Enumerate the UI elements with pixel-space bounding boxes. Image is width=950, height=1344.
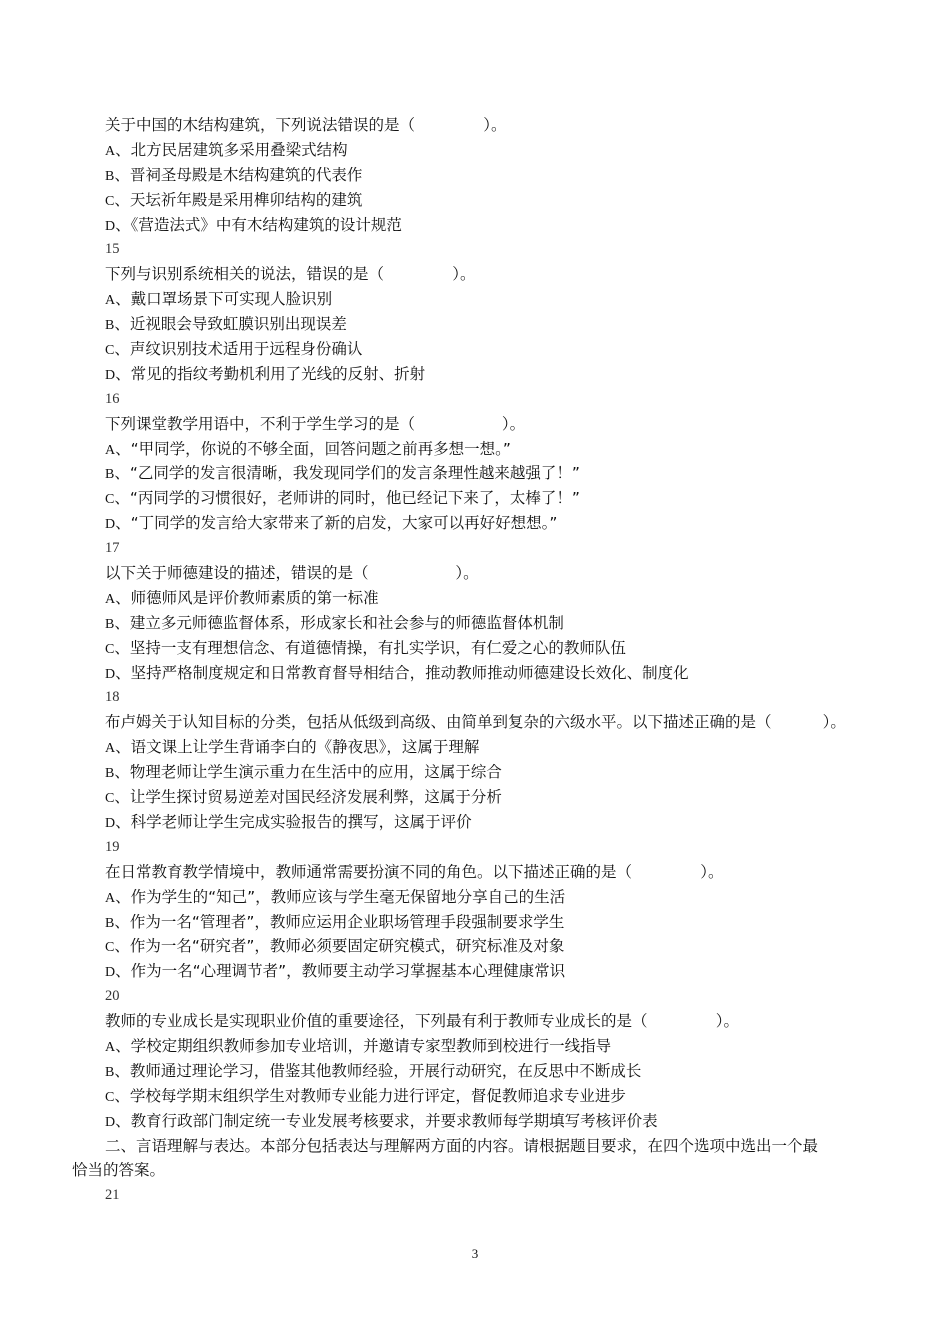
- question-14-option-b: B、晋祠圣母殿是木结构建筑的代表作: [105, 165, 363, 184]
- question-20-option-b: B、教师通过理论学习，借鉴其他教师经验，开展行动研究，在反思中不断成长: [105, 1061, 642, 1080]
- question-20-option-d: D、教育行政部门制定统一专业发展考核要求，并要求教师每学期填写考核评价表: [105, 1111, 658, 1130]
- section-2-heading: 二、言语理解与表达。本部分包括表达与理解两方面的内容。请根据题目要求，在四个选项中选出一个最: [105, 1136, 819, 1155]
- question-14-stem: 关于中国的木结构建筑，下列说法错误的是（ ）。: [105, 116, 507, 134]
- question-20-option-c: C、学校每学期末组织学生对教师专业能力进行评定，督促教师追求专业进步: [105, 1086, 626, 1105]
- question-21-number: 21: [105, 1187, 120, 1204]
- question-19-option-d: D、作为一名“心理调节者”，教师要主动学习掌握基本心理健康常识: [105, 962, 566, 981]
- question-18-number: 18: [105, 689, 120, 706]
- question-17-option-c: C、坚持一支有理想信念、有道德情操，有扎实学识，有仁爱之心的教师队伍: [105, 638, 626, 657]
- question-16-number: 16: [105, 390, 120, 407]
- question-18-option-b: B、物理老师让学生演示重力在生活中的应用，这属于综合: [105, 763, 502, 782]
- page-content: [72, 113, 884, 1208]
- question-20-stem: 教师的专业成长是实现职业价值的重要途径，下列最有利于教师专业成长的是（ ）。: [105, 1012, 739, 1031]
- question-15-option-a: A、戴口罩场景下可实现人脸识别: [105, 290, 333, 309]
- question-16-stem: 下列课堂教学用语中，不利于学生学习的是（ ）。: [105, 414, 526, 433]
- question-17-option-d: D、坚持严格制度规定和日常教育督导相结合，推动教师推动师德建设长效化、制度化: [105, 663, 689, 682]
- question-19-option-b: B、作为一名“管理者”，教师应运用企业职场管理手段强制要求学生: [105, 912, 565, 931]
- question-15-option-d: D、常见的指纹考勤机利用了光线的反射、折射: [105, 364, 426, 383]
- question-14-option-a: A、北方民居建筑多采用叠梁式结构: [105, 140, 348, 159]
- question-15-option-c: C、声纹识别技术适用于远程身份确认: [105, 340, 363, 359]
- question-19-option-a: A、作为学生的“知己”，教师应该与学生毫无保留地分享自己的生活: [105, 887, 566, 906]
- question-18-option-c: C、让学生探讨贸易逆差对国民经济发展利弊，这属于分析: [105, 788, 502, 807]
- question-19-number: 19: [105, 838, 120, 855]
- question-14-option-d: D、《营造法式》中有木结构建筑的设计规范: [105, 215, 402, 234]
- question-15-number: 15: [105, 241, 120, 258]
- question-19-option-c: C、作为一名“研究者”，教师必须要固定研究模式，研究标准及对象: [105, 937, 565, 956]
- question-20-option-a: A、学校定期组织教师参加专业培训，并邀请专家型教师到校进行一线指导: [105, 1036, 612, 1055]
- question-16-option-b: B、“乙同学的发言很清晰，我发现同学们的发言条理性越来越强了！”: [105, 464, 580, 483]
- question-19-stem: 在日常教育教学情境中，教师通常需要扮演不同的角色。以下描述正确的是（ ）。: [105, 862, 724, 881]
- question-16-option-d: D、“丁同学的发言给大家带来了新的启发，大家可以再好好想想。”: [105, 514, 558, 533]
- question-18-option-d: D、科学老师让学生完成实验报告的撰写，这属于评价: [105, 812, 472, 831]
- section-2-heading-continued: 恰当的答案。: [72, 1161, 166, 1180]
- question-15-option-b: B、近视眼会导致虹膜识别出现误差: [105, 315, 347, 334]
- page-number: 3: [471, 1246, 479, 1261]
- question-20-number: 20: [105, 988, 120, 1005]
- question-18-option-a: A、语文课上让学生背诵李白的《静夜思》，这属于理解: [105, 738, 480, 757]
- question-16-option-c: C、“丙同学的习惯很好，老师讲的同时，他已经记下来了，太棒了！”: [105, 489, 580, 508]
- question-17-stem: 以下关于师德建设的描述，错误的是（ ）。: [105, 564, 479, 583]
- question-17-option-b: B、建立多元师德监督体系，形成家长和社会参与的师德监督体机制: [105, 613, 564, 632]
- question-17-number: 17: [105, 540, 120, 557]
- question-14-option-c: C、天坛祈年殿是采用榫卯结构的建筑: [105, 190, 363, 209]
- question-15-stem: 下列与识别系统相关的说法，错误的是（ ）。: [105, 265, 476, 284]
- question-16-option-a: A、“甲同学，你说的不够全面，回答问题之前再多想一想。”: [105, 439, 511, 458]
- question-17-option-a: A、师德师风是评价教师素质的第一标准: [105, 588, 379, 607]
- question-18-stem: 布卢姆关于认知目标的分类，包括从低级到高级、由简单到复杂的六级水平。以下描述正确的是（ ）。: [105, 713, 846, 732]
